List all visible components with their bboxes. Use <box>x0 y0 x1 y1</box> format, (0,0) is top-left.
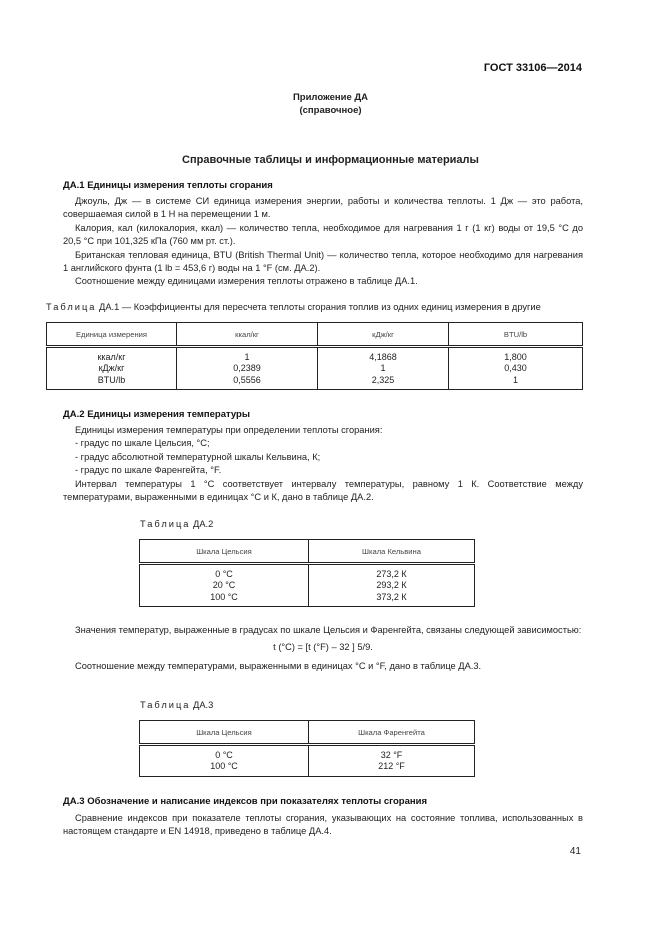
paragraph: Соотношение между единицами измерения теплоты отражено в таблице ДА.1. <box>75 276 418 287</box>
cell: 32 °F <box>380 750 403 760</box>
da2-text <box>63 424 583 504</box>
table-header: BTU/lb <box>449 323 583 347</box>
appendix-title: Приложение ДА <box>292 92 369 103</box>
page-number: 41 <box>569 846 581 857</box>
paragraph: Значения температур, выраженные в градусах по шкале Цельсия и Фаренгейта, связаны следующей зависимостью: <box>75 625 582 635</box>
da3-text <box>63 812 583 839</box>
paragraph: Джоуль, Дж — в системе СИ единица измерения энергии, работы и количества теплоты. 1 Дж — это работа, совершаемая силой в 1 Н на перемещении 1 м. <box>63 196 583 220</box>
cell: 273,2 К <box>376 569 407 579</box>
cell: ккал/кг <box>97 352 126 362</box>
cell: кДж/кг <box>98 363 125 374</box>
table-header: ккал/кг <box>177 323 318 347</box>
caption-text: ДА.1 — Коэффициенты для пересчета теплоты сгорания топлив из одних единиц измерения в другие <box>99 302 541 312</box>
table-header: кДж/кг <box>318 323 449 347</box>
caption-prefix: Таблица <box>140 700 191 710</box>
cell: 212 °F <box>378 761 405 772</box>
da2-text-2 <box>63 624 583 673</box>
da1-paragraphs <box>63 195 583 289</box>
table-header: Шкала Кельвина <box>309 540 475 564</box>
cell: 0 °С <box>215 750 233 760</box>
cell: 1 <box>380 363 386 374</box>
cell: 0,2389 <box>233 363 261 374</box>
table-row <box>47 347 583 390</box>
table-row <box>140 745 475 777</box>
cell: 1 <box>244 352 250 362</box>
standard-number: ГОСТ 33106—2014 <box>483 62 582 74</box>
list-item: - градус абсолютной температурной шкалы Кельвина, К; <box>75 451 321 462</box>
table2-caption <box>140 519 213 529</box>
cell: 0 °С <box>215 569 233 579</box>
appendix-note: (справочное) <box>299 105 362 116</box>
table-da2 <box>139 539 475 607</box>
cell: 20 °С <box>212 580 236 591</box>
cell: 0,430 <box>504 363 527 374</box>
table-header: Единица измерения <box>47 323 177 347</box>
table-header: Шкала Фаренгейта <box>309 721 475 745</box>
heading-da2: ДА.2 Единицы измерения температуры <box>63 409 250 420</box>
list-item: - градус по шкале Цельсия, °С; <box>75 438 210 449</box>
list-item: - градус по шкале Фаренгейта, °F. <box>75 465 222 476</box>
cell: 1,800 <box>504 352 527 362</box>
cell: 0,5556 <box>233 374 261 385</box>
paragraph: Британская тепловая единица, BTU (British Thermal Unit) — количество тепла, которое необходимо для нагревания 1 английского фунта (1 lb = 453,6 г) воды на 1 °F (см. ДА.2). <box>63 249 583 274</box>
paragraph: Соотношение между температурами, выраженными в единицах °С и °F, дано в таблице ДА.3. <box>75 660 482 671</box>
caption-prefix: Таблица <box>46 302 97 312</box>
section-title: Справочные таблицы и информационные материалы <box>182 154 479 166</box>
formula: t (°С) = [t (°F) – 32 ] 5/9. <box>273 642 373 653</box>
cell: 100 °С <box>210 761 238 772</box>
caption-prefix: Таблица <box>140 519 191 529</box>
caption-text: ДА.3 <box>193 700 214 710</box>
cell: 100 °С <box>210 591 238 602</box>
table3-caption <box>140 700 213 710</box>
table-da1 <box>46 322 583 390</box>
cell: 4,1868 <box>369 352 397 362</box>
heading-da3: ДА.3 Обозначение и написание индексов при показателях теплоты сгорания <box>63 796 427 807</box>
table-row <box>140 564 475 607</box>
table-header: Шкала Цельсия <box>140 540 309 564</box>
paragraph: Сравнение индексов при показателе теплоты сгорания, указывающих на состояние топлива, использованных в настоящем стандарте и EN 14918, приведено в таблице ДА.4. <box>63 813 583 837</box>
table-header: Шкала Цельсия <box>140 721 309 745</box>
cell: 1 <box>512 374 518 385</box>
paragraph: Интервал температуры 1 °С соответствует интервалу температуры, равному 1 К. Соответствие между температурами, выраженными в единицах °С и К, дано в таблице ДА.2. <box>63 478 583 503</box>
cell: BTU/lb <box>97 374 126 385</box>
cell: 293,2 К <box>376 580 407 591</box>
list-intro: Единицы измерения температуры при определении теплоты сгорания: <box>75 425 383 435</box>
table-da3 <box>139 720 475 777</box>
paragraph: Калория, кал (килокалория, ккал) — количество тепла, необходимое для нагревания 1 г (1 кг) воды от 19,5 °С до 20,5 °С при 101,325 кПа (760 мм рт. ст.). <box>63 222 583 247</box>
table1-caption <box>46 302 541 312</box>
cell: 2,325 <box>371 374 395 385</box>
cell: 373,2 К <box>376 591 407 602</box>
caption-text: ДА.2 <box>193 519 214 529</box>
heading-da1: ДА.1 Единицы измерения теплоты сгорания <box>63 180 273 191</box>
